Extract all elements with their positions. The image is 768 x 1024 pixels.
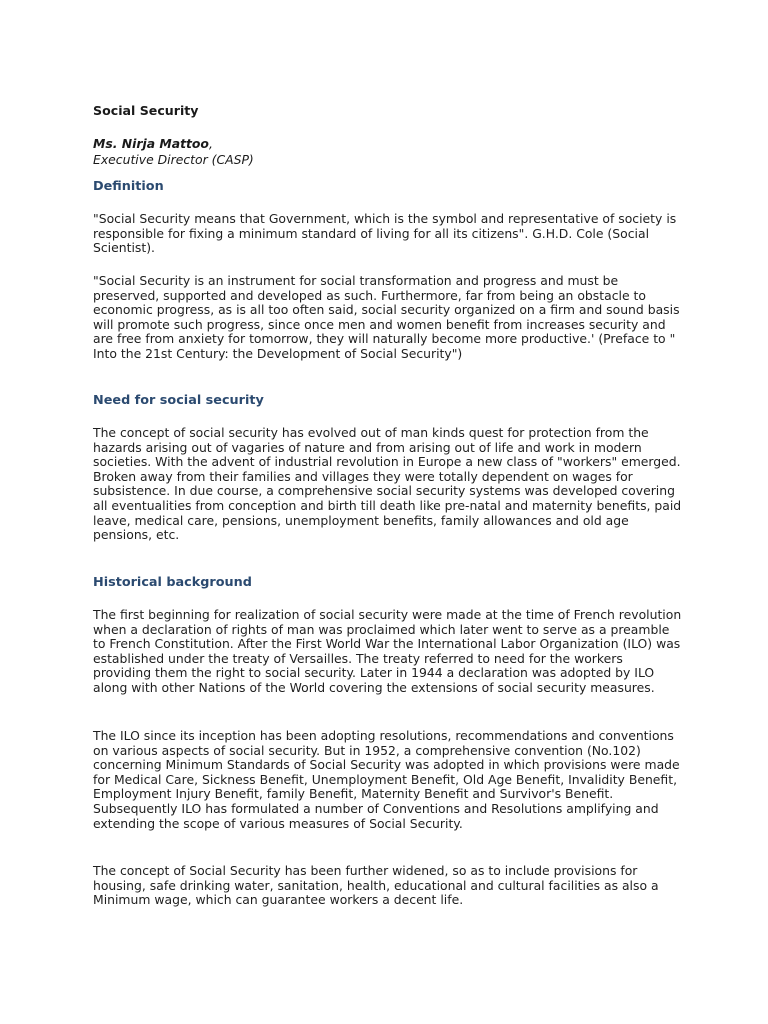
author-role: Executive Director (CASP): [93, 152, 254, 167]
paragraph-definition-2: "Social Security is an instrument for social transformation and progress and must be preserved, supported and developed as such. Furthermore, far from being an obstacle to economic progress, as is all too often said, social security organized on a firm and sound basis will promote such progress, since once men and women benefit from increases security and are free from anxiety for tomorrow, they will naturally become more productive.' (Preface to " Into the 21st Century: the Development of Social Security"): [93, 273, 680, 361]
heading-history: Historical background: [93, 575, 252, 590]
author-block: [93, 136, 254, 168]
paragraph-definition-1: "Social Security means that Government, which is the symbol and representative of society is responsible for fixing a minimum standard of living for all its citizens". G.H.D. Cole (Social Scientist).: [93, 211, 677, 256]
paragraph-history-1: The first beginning for realization of social security were made at the time of French revolution when a declaration of rights of man was proclaimed which later went to serve as a preamble to French Constitution. After the First World War the International Labor Organization (ILO) was established under the treaty of Versailles. The treaty referred to need for the workers providing them the right to social security. Later in 1944 a declaration was adopted by ILO along with other Nations of the World covering the extensions of social security measures.: [93, 607, 682, 695]
document-title: Social Security: [93, 103, 199, 118]
author-name: Ms. Nirja Mattoo: [93, 136, 209, 151]
author-suffix: ,: [208, 136, 213, 151]
paragraph-need-1: The concept of social security has evolved out of man kinds quest for protection from the hazards arising out of vagaries of nature and from arising out of life and work in modern societies. With the advent of industrial revolution in Europe a new class of "workers" emerged. Broken away from their families and villages they were totally dependent on wages for subsistence. In due course, a comprehensive social security systems was developed covering all eventualities from conception and birth till death like pre-natal and maternity benefits, paid leave, medical care, pensions, unemployment benefits, family allowances and old age pensions, etc.: [93, 425, 682, 543]
paragraph-history-3: The concept of Social Security has been further widened, so as to include provisions for housing, safe drinking water, sanitation, health, educational and cultural facilities as also a Minimum wage, which can guarantee workers a decent life.: [93, 863, 659, 908]
heading-definition: Definition: [93, 179, 164, 194]
paragraph-history-2: The ILO since its inception has been adopting resolutions, recommendations and conventions on various aspects of social security. But in 1952, a comprehensive convention (No.102) concerning Minimum Standards of Social Security was adopted in which provisions were made for Medical Care, Sickness Benefit, Unemployment Benefit, Old Age Benefit, Invalidity Benefit, Employment Injury Benefit, family Benefit, Maternity Benefit and Survivor's Benefit. Subsequently ILO has formulated a number of Conventions and Resolutions amplifying and extending the scope of various measures of Social Security.: [93, 728, 680, 831]
author-line: [93, 136, 254, 152]
heading-need: Need for social security: [93, 393, 264, 408]
